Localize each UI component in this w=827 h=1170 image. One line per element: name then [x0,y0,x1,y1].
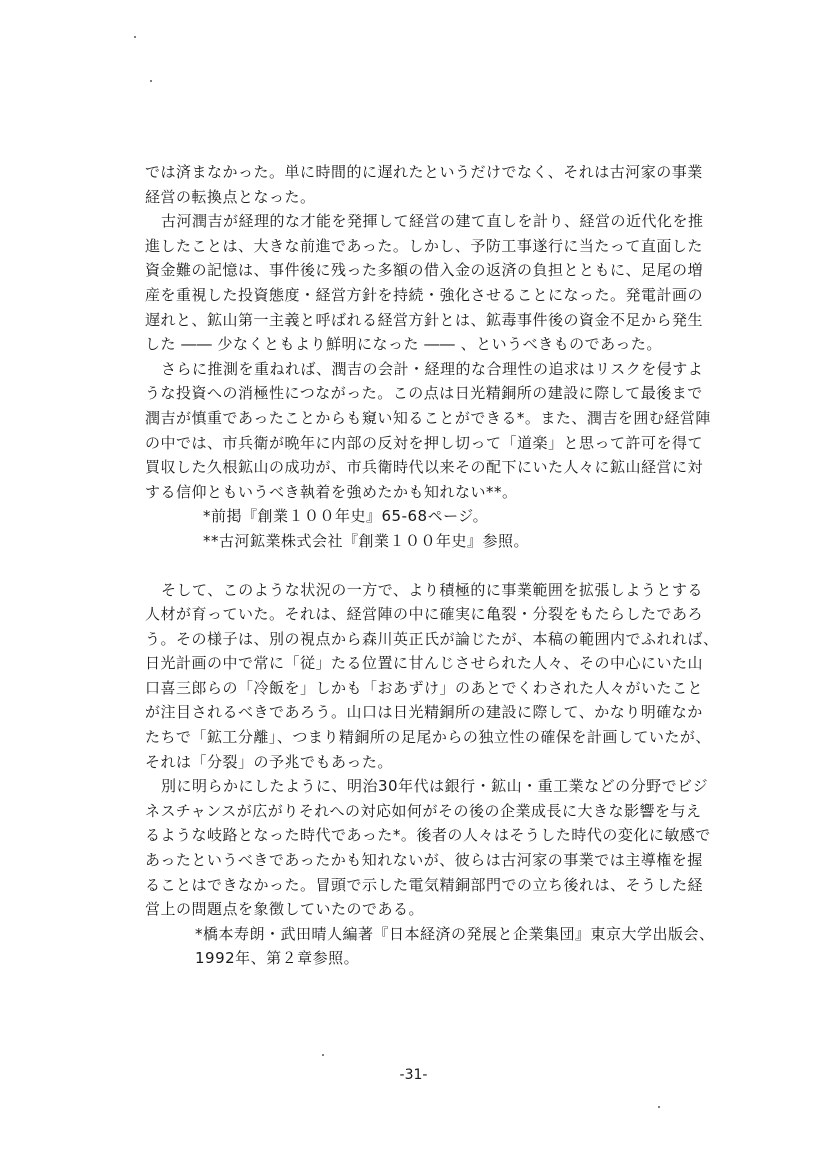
paragraph-3-line: の中では、市兵衛が晩年に内部の反対を押し切って「道楽」と思って許可を得て [145,433,704,452]
paragraph-2-line: 資金難の記憶は、事件後に残った多額の借入金の返済の負担とともに、足尾の増 [145,261,704,280]
paragraph-4-line: 人材が育っていた。それは、経営陣の中に確実に亀裂・分裂をもたらしたであろ [145,605,704,624]
section-gap [145,554,705,578]
scan-speck [658,1106,660,1108]
scan-speck [134,36,136,38]
paragraph-3-line: 買収した久根鉱山の成功が、市兵衛時代以来その配下にいた人々に鉱山経営に対 [145,458,704,477]
paragraph-2-line: 遅れと、鉱山第一主義と呼ばれる経営方針とは、鉱毒事件後の資金不足から発生 [145,310,704,329]
paragraph-2-line: した ―― 少なくともより鮮明になった ―― 、というべきものであった。 [145,335,662,354]
paragraph-2-line: 産を重視した投資態度・経営方針を持続・強化させることになった。発電計画の [145,285,704,304]
paragraph-5-line: るような岐路となった時代であった*。後者の人々はそうした時代の変化に敏感で [145,826,711,845]
paragraph-3-line: うな投資への消極性につながった。この点は日光精銅所の建設に際して最後まで [145,384,703,403]
footnote: 1992年、第２章参照。 [195,949,360,968]
paragraph-5-line: 別に明らかにしたように、明治30年代は銀行・鉱山・重工業などの分野でビジ [161,777,709,796]
footnote: *橋本寿朗・武田晴人編著『日本経済の発展と企業集団』東京大学出版会、 [195,924,715,943]
paragraph-5-line: あったというべきであったかも知れないが、彼らは古河家の事業では主導権を握 [145,851,703,870]
footnote: *前掲『創業１００年史』65-68ページ。 [203,507,489,526]
paragraph-4-line: たちで「鉱工分離」、つまり精銅所の足尾からの独立性の確保を計画していたが、 [145,728,711,747]
paragraph-3-line: さらに推測を重ねれば、潤吉の会計・経理的な合理性の追求はリスクを侵すよ [161,359,704,378]
paragraph-3-line: 潤吉が慎重であったことからも窺い知ることができる*。また、潤吉を囲む経営陣 [145,408,711,427]
scan-speck [150,80,152,82]
paragraph-4-line: が注目されるべきであろう。山口は日光精銅所の建設に際して、かなり明確なか [145,703,703,722]
paragraph-5-line: 営上の問題点を象徴していたのである。 [145,900,425,919]
paragraph-2-line: 進したことは、大きな前進であった。しかし、予防工事遂行に当たって直面した [145,236,703,255]
paragraph-2-line: 古河潤吉が経理的な才能を発揮して経営の建て直しを計り、経営の近代化を推 [161,212,704,231]
paragraph-4-line: う。その様子は、別の視点から森川英正氏が論じたが、本稿の範囲内でふれれば、 [145,629,719,648]
page-number: -31- [399,1067,428,1083]
paragraph-5-line: ネスチャンスが広がりそれへの対応如何がその後の企業成長に大きな影響を与え [145,801,702,820]
footnote: **古河鉱業株式会社『創業１００年史』参照。 [203,531,530,550]
paragraph-4-line: 日光計画の中で常に「従」たる位置に甘んじさせられた人々、その中心にいた山 [145,654,704,673]
paragraph-3-line: する信仰ともいうべき執着を強めたかも知れない**。 [145,482,518,501]
body-text [145,160,719,971]
paragraph-4-line: そして、このような状況の一方で、より積極的に事業範囲を拡張しようとする [161,580,703,599]
paragraph-1-line: では済まなかった。単に時間的に遅れたというだけでなく、それは古河家の事業 [145,163,703,181]
scan-speck [322,1054,324,1056]
paragraph-4-line: それは「分裂」の予兆でもあった。 [145,752,393,771]
paragraph-1-line: 経営の転換点となった。 [145,187,316,206]
paragraph-5-line: ることはできなかった。冒頭で示した電気精銅部門での立ち後れは、そうした経 [145,875,704,894]
paragraph-4-line: 口喜三郎らの「冷飯を」しかも「おあずけ」のあとでくわされた人々がいたこと [145,678,704,697]
